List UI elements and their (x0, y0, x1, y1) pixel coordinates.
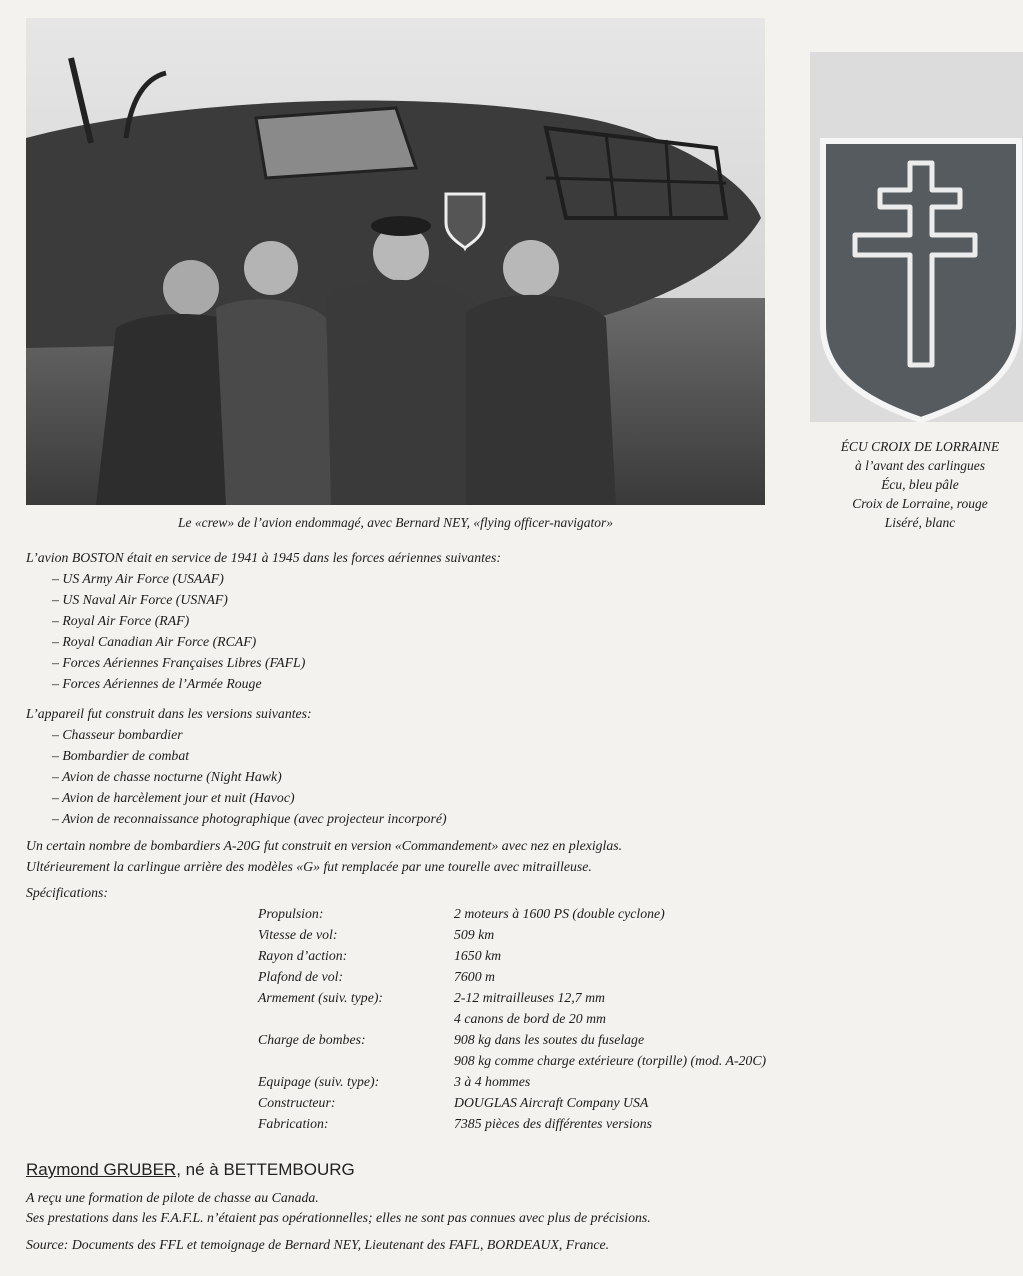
spec-value (454, 1029, 878, 1071)
spec-label: Charge de bombes: (258, 1032, 366, 1047)
list-item: – Avion de harcèlement jour et nuit (Havoc) (26, 787, 447, 808)
bio-title (26, 1160, 355, 1180)
list-item: – Forces Aériennes de l’Armée Rouge (26, 673, 501, 694)
spec-value-line: DOUGLAS Aircraft Company USA (454, 1095, 649, 1110)
spec-label: Equipage (suiv. type): (258, 1074, 380, 1089)
service-list (26, 568, 501, 694)
versions-intro: L’appareil fut construit dans les versions suivantes: (26, 706, 312, 721)
crew-photo-illustration (26, 18, 765, 505)
croix-de-lorraine-shield-icon (815, 135, 1023, 425)
spec-value (454, 1113, 878, 1134)
bio-line: A reçu une formation de pilote de chasse au Canada. (26, 1190, 319, 1205)
emblem-caption-line: Croix de Lorraine, rouge (852, 496, 988, 511)
spec-label: Propulsion: (258, 906, 324, 921)
crew-photo (26, 18, 765, 505)
list-item: – Chasseur bombardier (26, 724, 447, 745)
versions-list (26, 724, 447, 829)
versions-section (26, 703, 447, 829)
emblem-caption-line: Écu, bleu pâle (881, 477, 959, 492)
note-line: Ultérieurement la carlingue arrière des modèles «G» fut remplacée par une tourelle avec mitrailleuse. (26, 859, 592, 874)
emblem-caption-line: ÉCU CROIX DE LORRAINE (840, 439, 1000, 454)
spec-value-line: 908 kg dans les soutes du fuselage (454, 1032, 645, 1047)
specs-table (258, 903, 878, 1134)
service-section (26, 547, 501, 694)
table-row (258, 945, 878, 966)
spec-label: Constructeur: (258, 1095, 336, 1110)
spec-value-line: 908 kg comme charge extérieure (torpille) (mod. A-20C) (454, 1053, 767, 1068)
emblem-caption (815, 437, 1023, 532)
list-item: – US Naval Air Force (USNAF) (26, 589, 501, 610)
spec-value (454, 903, 878, 924)
emblem-caption-line: Liséré, blanc (884, 515, 956, 530)
spec-value (454, 987, 878, 1029)
table-row (258, 987, 878, 1029)
bio-text (26, 1188, 926, 1255)
spec-value-line: 3 à 4 hommes (454, 1074, 531, 1089)
service-intro: L’avion BOSTON était en service de 1941 à 1945 dans les forces aériennes suivantes: (26, 550, 502, 565)
spec-value-line: 4 canons de bord de 20 mm (454, 1011, 607, 1026)
emblem-caption-line: à l’avant des carlingues (854, 458, 986, 473)
spec-value-line: 1650 km (454, 948, 502, 963)
spec-value-line: 509 km (454, 927, 495, 942)
list-item: – Royal Air Force (RAF) (26, 610, 501, 631)
spec-label: Vitesse de vol: (258, 927, 338, 942)
spec-label: Rayon d’action: (258, 948, 348, 963)
note-line: Un certain nombre de bombardiers A-20G fut construit en version «Commandement» avec nez en plexiglas. (26, 838, 623, 853)
spec-value (454, 966, 878, 987)
table-row (258, 1071, 878, 1092)
list-item: – Royal Canadian Air Force (RCAF) (26, 631, 501, 652)
table-row (258, 966, 878, 987)
spec-value (454, 945, 878, 966)
spec-label: Fabrication: (258, 1116, 329, 1131)
table-row (258, 903, 878, 924)
list-item: – Avion de chasse nocturne (Night Hawk) (26, 766, 447, 787)
list-item: – Bombardier de combat (26, 745, 447, 766)
spec-label: Plafond de vol: (258, 969, 344, 984)
bio-name: Raymond GRUBER, (26, 1160, 181, 1179)
spec-value (454, 1071, 878, 1092)
table-row (258, 1092, 878, 1113)
spec-value (454, 1092, 878, 1113)
bio-line: Ses prestations dans les F.A.F.L. n’étaient pas opérationnelles; elles ne sont pas connues avec plus de précisions. (26, 1210, 651, 1225)
photo-caption: Le «crew» de l’avion endommagé, avec Bernard NEY, «flying officer-navigator» (177, 515, 614, 530)
table-row (258, 924, 878, 945)
list-item: – Avion de reconnaissance photographique (avec projecteur incorporé) (26, 808, 447, 829)
table-row (258, 1113, 878, 1134)
bio-born: né à BETTEMBOURG (180, 1160, 355, 1179)
spec-label: Armement (suiv. type): (258, 990, 384, 1005)
list-item: – US Army Air Force (USAAF) (26, 568, 501, 589)
specs-heading: Spécifications: (26, 885, 108, 900)
spec-value-line: 2 moteurs à 1600 PS (double cyclone) (454, 906, 665, 921)
source-line: Source: Documents des FFL et temoignage de Bernard NEY, Lieutenant des FAFL, BORDEAUX, France. (26, 1237, 610, 1252)
spec-value (454, 924, 878, 945)
spec-value-line: 7600 m (454, 969, 496, 984)
notes-section (26, 835, 622, 877)
list-item: – Forces Aériennes Françaises Libres (FAFL) (26, 652, 501, 673)
spec-value-line: 2-12 mitrailleuses 12,7 mm (454, 990, 605, 1005)
table-row (258, 1029, 878, 1071)
spec-value-line: 7385 pièces des différentes versions (454, 1116, 652, 1131)
